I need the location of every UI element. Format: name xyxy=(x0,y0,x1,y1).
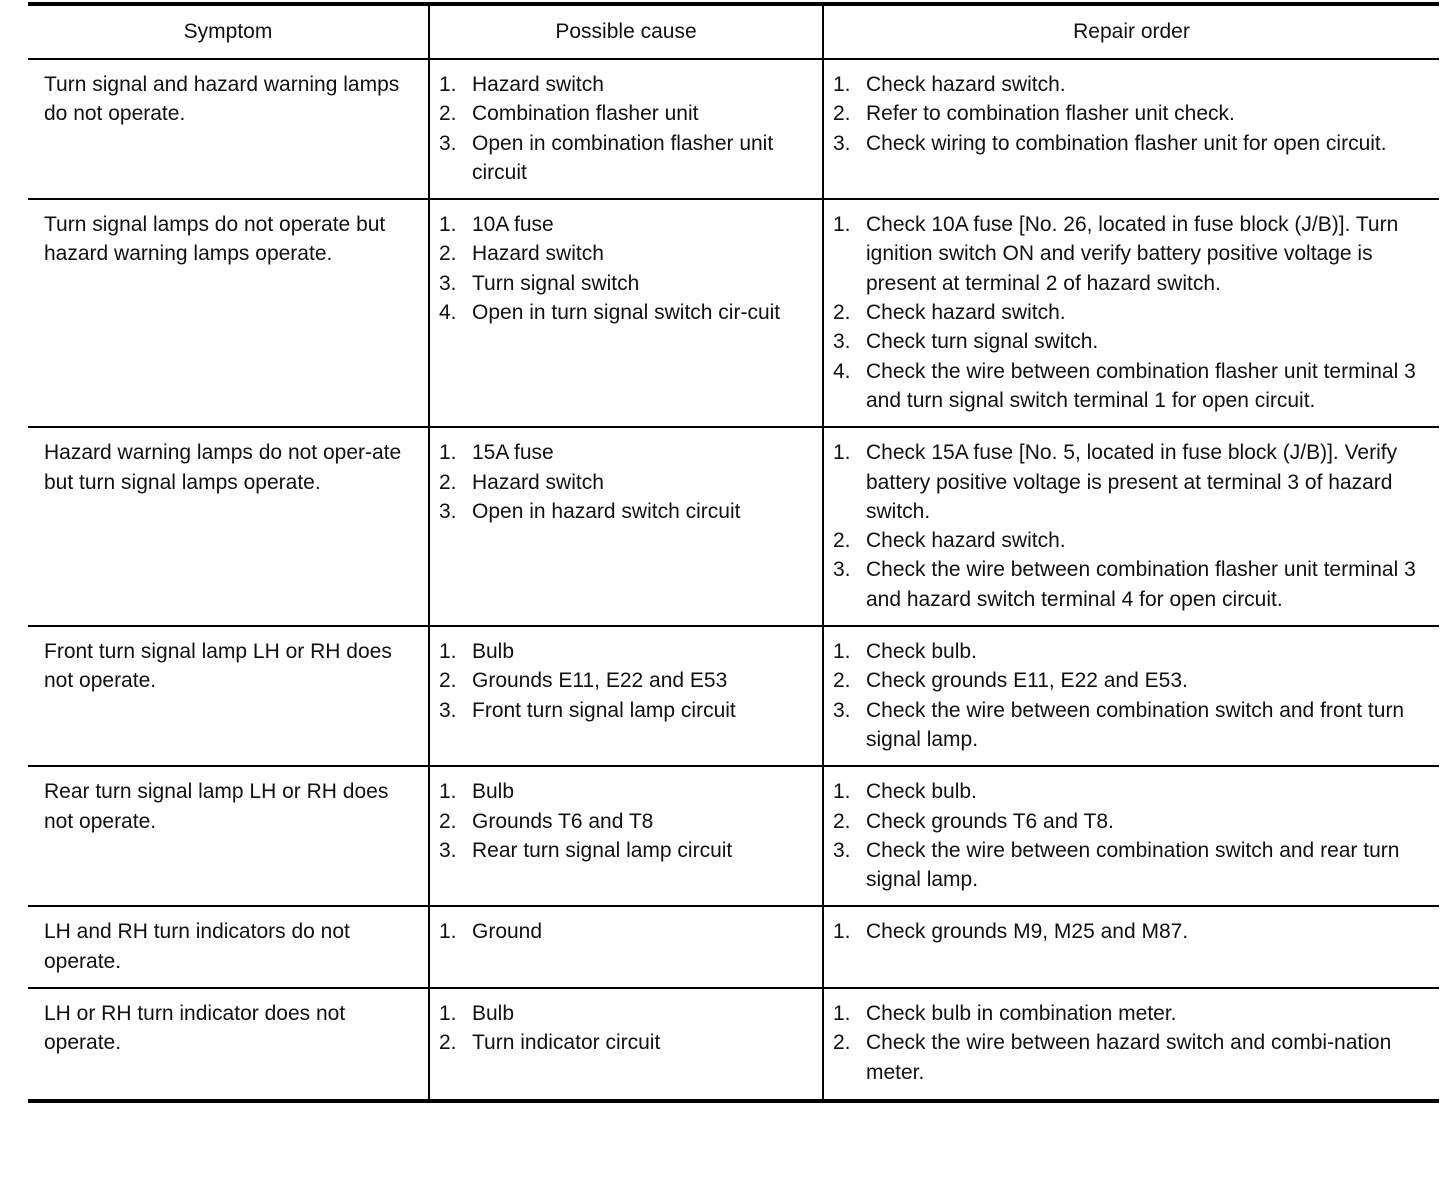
cause-item-number: 2. xyxy=(439,809,457,833)
cause-list-item xyxy=(439,129,818,188)
repair-item-number: 4. xyxy=(833,359,851,383)
repair-item-text: Refer to combination flasher unit check. xyxy=(866,102,1235,126)
repair-list-item xyxy=(833,438,1435,526)
repair-list-item xyxy=(833,298,1435,327)
cause-item-text: Open in combination flasher unit circuit xyxy=(472,131,774,184)
cause-cell xyxy=(429,988,823,1101)
repair-cell xyxy=(823,988,1439,1101)
cause-list-item xyxy=(439,99,818,128)
cause-item-number: 2. xyxy=(439,102,457,126)
repair-list-item xyxy=(833,836,1435,895)
table-row xyxy=(28,59,1439,199)
cause-item-text: Rear turn signal lamp circuit xyxy=(472,838,733,862)
repair-list-item xyxy=(833,637,1435,666)
repair-list-item xyxy=(833,327,1435,356)
repair-item-text: Check hazard switch. xyxy=(866,73,1066,96)
repair-list-item xyxy=(833,807,1435,836)
cause-list-item xyxy=(439,298,818,327)
cause-item-text: Combination flasher unit xyxy=(472,102,699,126)
cause-item-number: 2. xyxy=(439,1031,457,1055)
repair-item-number: 3. xyxy=(833,330,851,354)
header-symptom: Symptom xyxy=(28,4,429,59)
repair-item-number: 2. xyxy=(833,102,851,126)
cause-list-item xyxy=(439,210,818,239)
table-row xyxy=(28,906,1439,988)
cause-item-number: 1. xyxy=(439,640,457,664)
cause-list-item xyxy=(439,917,818,946)
cause-list-item xyxy=(439,438,818,467)
repair-item-number: 3. xyxy=(833,131,851,155)
header-row xyxy=(28,4,1439,59)
repair-item-text: Check hazard switch. xyxy=(866,301,1066,325)
repair-item-number: 2. xyxy=(833,301,851,325)
cause-item-number: 2. xyxy=(439,242,457,266)
repair-item-number: 1. xyxy=(833,1002,851,1026)
repair-list-item xyxy=(833,696,1435,755)
cause-item-number: 1. xyxy=(439,920,457,944)
cause-item-text: Front turn signal lamp circuit xyxy=(472,698,736,722)
cause-item-text: Bulb xyxy=(472,1002,515,1026)
cause-item-number: 2. xyxy=(439,470,457,494)
cause-item-text: Open in hazard switch circuit xyxy=(472,499,741,523)
cause-cell xyxy=(429,59,823,199)
repair-list-item xyxy=(833,555,1435,614)
cause-list-item xyxy=(439,777,818,806)
cause-item-number: 2. xyxy=(439,669,457,693)
cause-list-item xyxy=(439,468,818,497)
cause-item-number: 3. xyxy=(439,499,457,523)
cause-list-item xyxy=(439,70,818,99)
cause-item-number: 1. xyxy=(439,441,457,465)
symptom-cell: Hazard warning lamps do not oper-ate but turn signal lamps operate. xyxy=(28,427,429,626)
cause-item-text: 10A fuse xyxy=(472,213,554,237)
repair-item-number: 2. xyxy=(833,1031,851,1055)
header-possible-cause: Possible cause xyxy=(429,4,823,59)
symptom-cell: Turn signal lamps do not operate but hazard warning lamps operate. xyxy=(28,199,429,427)
table-row xyxy=(28,199,1439,427)
repair-item-number: 2. xyxy=(833,669,851,693)
cause-item-text: Grounds T6 and T8 xyxy=(472,809,654,833)
cause-list-item xyxy=(439,1028,818,1057)
cause-item-number: 3. xyxy=(439,271,457,295)
repair-item-number: 1. xyxy=(833,640,851,664)
repair-cell xyxy=(823,906,1439,988)
table-row xyxy=(28,766,1439,906)
repair-item-number: 3. xyxy=(833,558,851,582)
cause-item-number: 3. xyxy=(439,131,457,155)
repair-item-text: Check 10A fuse [No. 26, located in fuse block (J/B)]. Turn ignition switch ON and verify battery positive voltage is present at terminal 2 of hazard switch. xyxy=(866,213,1399,295)
cause-list-item xyxy=(439,269,818,298)
cause-item-text: Bulb xyxy=(472,780,515,804)
repair-item-number: 1. xyxy=(833,73,851,96)
repair-list-item xyxy=(833,777,1435,806)
repair-item-number: 3. xyxy=(833,838,851,862)
cause-cell xyxy=(429,199,823,427)
repair-cell xyxy=(823,59,1439,199)
repair-item-text: Check the wire between hazard switch and combi-nation meter. xyxy=(866,1031,1392,1084)
table-row xyxy=(28,626,1439,766)
repair-item-number: 2. xyxy=(833,529,851,553)
repair-item-number: 1. xyxy=(833,441,851,465)
repair-cell xyxy=(823,766,1439,906)
repair-item-text: Check wiring to combination flasher unit for open circuit. xyxy=(866,131,1387,155)
cause-list-item xyxy=(439,836,818,865)
cause-item-number: 1. xyxy=(439,73,457,96)
repair-cell xyxy=(823,427,1439,626)
cause-item-number: 1. xyxy=(439,213,457,237)
repair-item-number: 1. xyxy=(833,213,851,237)
cause-item-text: 15A fuse xyxy=(472,441,554,465)
symptom-cell: Turn signal and hazard warning lamps do not operate. xyxy=(28,59,429,199)
repair-item-number: 3. xyxy=(833,698,851,722)
cause-item-text: Hazard switch xyxy=(472,73,604,96)
table-row xyxy=(28,988,1439,1101)
cause-list-item xyxy=(439,807,818,836)
cause-cell xyxy=(429,906,823,988)
repair-list-item xyxy=(833,210,1435,298)
repair-item-text: Check the wire between combination flasher unit terminal 3 and hazard switch terminal 4 for open circuit. xyxy=(866,558,1416,611)
repair-list-item xyxy=(833,99,1435,128)
repair-item-text: Check bulb. xyxy=(866,780,977,804)
repair-item-text: Check bulb in combination meter. xyxy=(866,1002,1177,1026)
cause-item-number: 1. xyxy=(439,780,457,804)
cause-item-text: Bulb xyxy=(472,640,515,664)
cause-item-number: 3. xyxy=(439,838,457,862)
cause-item-text: Hazard switch xyxy=(472,242,604,266)
repair-list-item xyxy=(833,666,1435,695)
cause-item-text: Turn signal switch xyxy=(472,271,640,295)
symptom-cell: LH or RH turn indicator does not operate. xyxy=(28,988,429,1101)
cause-list-item xyxy=(439,239,818,268)
symptom-cell: LH and RH turn indicators do not operate. xyxy=(28,906,429,988)
header-repair-order: Repair order xyxy=(823,4,1439,59)
symptom-cell: Rear turn signal lamp LH or RH does not operate. xyxy=(28,766,429,906)
cause-list-item xyxy=(439,999,818,1028)
repair-list-item xyxy=(833,526,1435,555)
repair-item-text: Check grounds E11, E22 and E53. xyxy=(866,669,1188,693)
cause-item-text: Hazard switch xyxy=(472,470,604,494)
repair-item-text: Check grounds M9, M25 and M87. xyxy=(866,920,1189,944)
cause-list-item xyxy=(439,637,818,666)
cause-item-text: Open in turn signal switch cir-cuit xyxy=(472,301,781,325)
repair-item-text: Check turn signal switch. xyxy=(866,330,1099,354)
repair-item-number: 1. xyxy=(833,780,851,804)
repair-item-text: Check bulb. xyxy=(866,640,977,664)
table-row xyxy=(28,427,1439,626)
cause-list-item xyxy=(439,666,818,695)
cause-item-number: 3. xyxy=(439,698,457,722)
repair-list-item xyxy=(833,70,1435,99)
cause-item-number: 1. xyxy=(439,1002,457,1026)
repair-item-text: Check the wire between combination flasher unit terminal 3 and turn signal switch terminal 1 for open circuit. xyxy=(866,359,1416,412)
cause-item-text: Grounds E11, E22 and E53 xyxy=(472,669,728,693)
repair-item-text: Check grounds T6 and T8. xyxy=(866,809,1114,833)
repair-list-item xyxy=(833,357,1435,416)
repair-item-text: Check hazard switch. xyxy=(866,529,1066,553)
repair-item-number: 2. xyxy=(833,809,851,833)
symptom-cell: Front turn signal lamp LH or RH does not operate. xyxy=(28,626,429,766)
troubleshooting-table xyxy=(28,2,1439,1103)
repair-item-text: Check 15A fuse [No. 5, located in fuse block (J/B)]. Verify battery positive voltage is present at terminal 3 of hazard switch. xyxy=(866,441,1398,523)
cause-cell xyxy=(429,427,823,626)
repair-list-item xyxy=(833,917,1435,946)
cause-item-text: Turn indicator circuit xyxy=(472,1031,661,1055)
cause-cell xyxy=(429,626,823,766)
repair-item-text: Check the wire between combination switch and front turn signal lamp. xyxy=(866,698,1405,751)
repair-list-item xyxy=(833,1028,1435,1087)
cause-item-number: 4. xyxy=(439,301,457,325)
repair-list-item xyxy=(833,129,1435,158)
cause-item-text: Ground xyxy=(472,920,543,944)
repair-cell xyxy=(823,626,1439,766)
repair-cell xyxy=(823,199,1439,427)
cause-list-item xyxy=(439,497,818,526)
table-body xyxy=(28,59,1439,1101)
cause-cell xyxy=(429,766,823,906)
repair-list-item xyxy=(833,999,1435,1028)
cause-list-item xyxy=(439,696,818,725)
repair-item-number: 1. xyxy=(833,920,851,944)
repair-item-text: Check the wire between combination switch and rear turn signal lamp. xyxy=(866,838,1400,892)
